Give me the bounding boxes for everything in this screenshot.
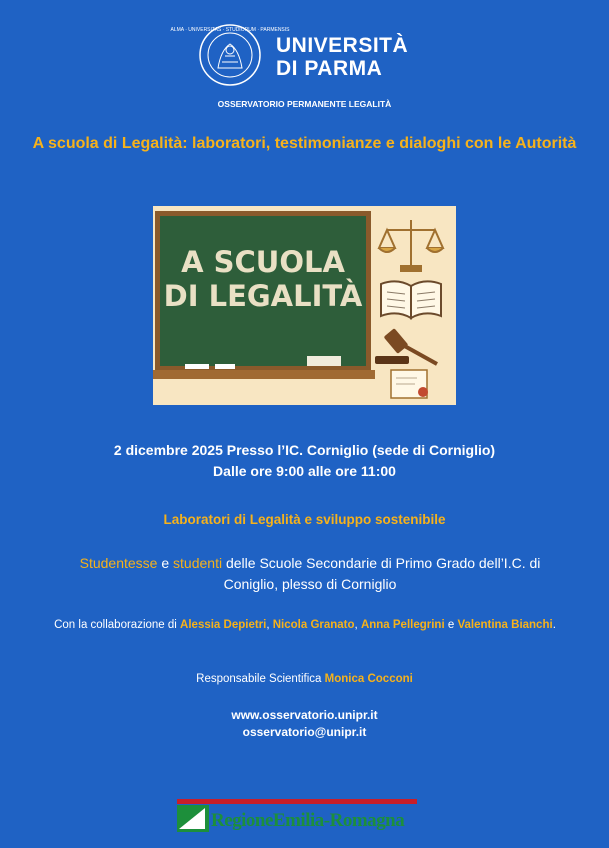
students-rest: delle Scuole Secondarie di Primo Grado dell’I.C. di Coniglio, plesso di Corniglio — [222, 555, 541, 592]
email-link[interactable]: osservatorio@unipr.it — [242, 725, 367, 739]
students-word-male: studenti — [173, 555, 223, 571]
open-book-icon — [381, 281, 441, 318]
collab-intro: Con la collaborazione di — [54, 619, 181, 631]
certificate-icon — [391, 370, 428, 398]
poster-svg — [153, 206, 456, 405]
collaborator-name: Alessia Depietri — [180, 619, 267, 631]
website-link[interactable]: www.osservatorio.unipr.it — [231, 708, 378, 722]
lab-title: Laboratori di Legalità e sviluppo sostenibile — [163, 512, 446, 527]
contacts — [0, 707, 609, 741]
collaborator-name: Valentina Bianchi — [457, 619, 553, 631]
chalkboard-line1: A SCUOLA — [181, 245, 345, 279]
collab-separator: , — [354, 619, 361, 631]
region-logo — [177, 799, 417, 835]
observatory-label: OSSERVATORIO PERMANENTE LEGALITÀ — [217, 99, 392, 109]
university-name-line1: UNIVERSITÀ — [276, 34, 409, 57]
chalk-tray — [153, 370, 375, 379]
region-red-bar — [177, 799, 417, 804]
university-seal-icon — [170, 22, 290, 88]
event-details — [0, 440, 609, 482]
students-conjunction: e — [157, 555, 174, 571]
collaborator-name: Nicola Granato — [272, 619, 355, 631]
collab-separator: e — [444, 619, 458, 631]
university-name-line2: DI PARMA — [276, 57, 383, 80]
collaboration-text — [40, 617, 570, 633]
chalkboard-line2: DI LEGALITÀ — [163, 279, 363, 313]
students-word-female: Studentesse — [79, 555, 158, 571]
event-date-place: 2 dicembre 2025 Presso l’IC. Corniglio (sede di Corniglio) — [113, 442, 496, 458]
chalk-piece — [185, 364, 209, 369]
scientific-responsible — [0, 673, 609, 685]
region-name: RegioneEmilia-Romagna — [211, 810, 405, 831]
chalk-piece — [215, 364, 235, 369]
collab-separator: , — [266, 619, 273, 631]
collaborator-name: Anna Pellegrini — [360, 619, 445, 631]
poster-illustration — [153, 206, 456, 405]
university-name — [276, 34, 408, 80]
collab-end: . — [552, 619, 556, 631]
students-text — [60, 553, 560, 595]
event-hours: Dalle ore 9:00 alle ore 11:00 — [213, 463, 396, 479]
responsible-label: Responsabile Scientifica — [196, 673, 325, 685]
eraser — [307, 356, 341, 366]
event-title: A scuola di Legalità: laboratori, testimonianze e dialoghi con le Autorità — [32, 135, 577, 152]
seal-text: ALMA · UNIVERSITAS · STUDIORUM · PARMENSIS — [170, 27, 290, 33]
region-flag-icon — [177, 805, 209, 832]
responsible-name: Monica Cocconi — [324, 673, 413, 685]
